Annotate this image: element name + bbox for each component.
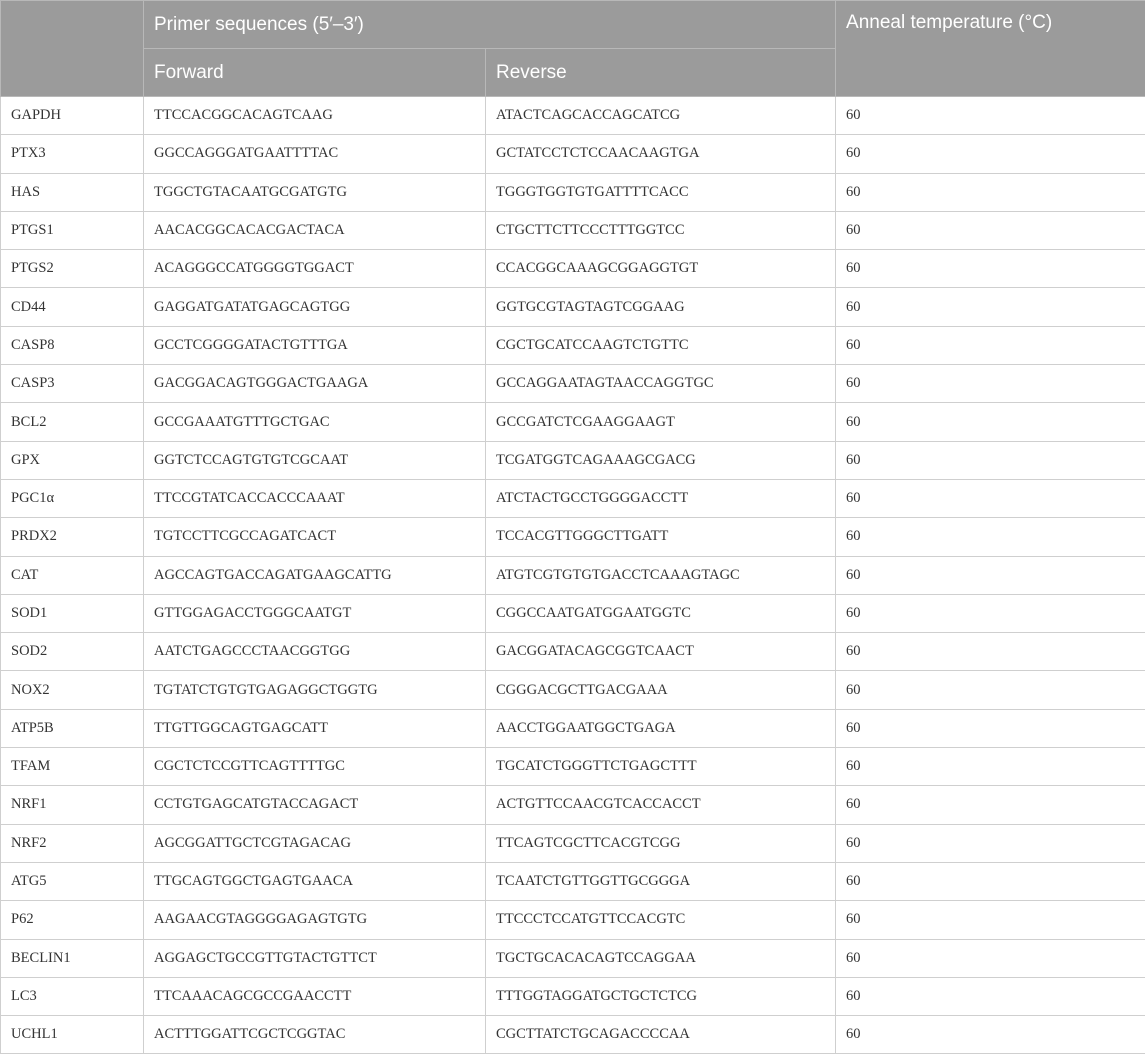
anneal-temperature-cell: 60 bbox=[836, 250, 1145, 288]
forward-primer-cell: AGGAGCTGCCGTTGTACTGTTCT bbox=[144, 939, 486, 977]
table-row bbox=[1, 441, 1145, 479]
forward-primer-cell: GGCCAGGGATGAATTTTAC bbox=[144, 135, 486, 173]
reverse-primer-cell: TGCATCTGGGTTCTGAGCTTT bbox=[486, 748, 836, 786]
anneal-temperature-cell: 60 bbox=[836, 441, 1145, 479]
table-row bbox=[1, 939, 1145, 977]
anneal-temperature-cell: 60 bbox=[836, 901, 1145, 939]
gene-name-cell: GAPDH bbox=[1, 97, 144, 135]
reverse-primer-cell: CGCTTATCTGCAGACCCCAA bbox=[486, 1016, 836, 1054]
forward-primer-cell: ACTTTGGATTCGCTCGGTAC bbox=[144, 1016, 486, 1054]
anneal-temperature-cell: 60 bbox=[836, 786, 1145, 824]
forward-primer-cell: TTGTTGGCAGTGAGCATT bbox=[144, 709, 486, 747]
reverse-primer-cell: GGTGCGTAGTAGTCGGAAG bbox=[486, 288, 836, 326]
anneal-temperature-cell: 60 bbox=[836, 288, 1145, 326]
table-row bbox=[1, 862, 1145, 900]
gene-name-cell: LC3 bbox=[1, 977, 144, 1015]
forward-primer-cell: GTTGGAGACCTGGGCAATGT bbox=[144, 594, 486, 632]
table-body bbox=[1, 97, 1145, 1054]
reverse-primer-cell: GACGGATACAGCGGTCAACT bbox=[486, 633, 836, 671]
gene-name-cell: SOD2 bbox=[1, 633, 144, 671]
gene-name-cell: CASP3 bbox=[1, 365, 144, 403]
table-row bbox=[1, 748, 1145, 786]
reverse-primer-cell: GCCGATCTCGAAGGAAGT bbox=[486, 403, 836, 441]
reverse-primer-cell: ACTGTTCCAACGTCACCACCT bbox=[486, 786, 836, 824]
anneal-temperature-cell: 60 bbox=[836, 824, 1145, 862]
table-row bbox=[1, 97, 1145, 135]
forward-primer-cell: AGCGGATTGCTCGTAGACAG bbox=[144, 824, 486, 862]
reverse-header: Reverse bbox=[486, 49, 836, 97]
gene-name-cell: NOX2 bbox=[1, 671, 144, 709]
forward-primer-cell: TTCAAACAGCGCCGAACCTT bbox=[144, 977, 486, 1015]
table-row bbox=[1, 479, 1145, 517]
reverse-primer-cell: ATACTCAGCACCAGCATCG bbox=[486, 97, 836, 135]
anneal-temperature-cell: 60 bbox=[836, 939, 1145, 977]
table-header bbox=[1, 1, 1145, 97]
forward-primer-cell: GACGGACAGTGGGACTGAAGA bbox=[144, 365, 486, 403]
reverse-primer-cell: GCTATCCTCTCCAACAAGTGA bbox=[486, 135, 836, 173]
anneal-temperature-cell: 60 bbox=[836, 211, 1145, 249]
gene-name-cell: UCHL1 bbox=[1, 1016, 144, 1054]
anneal-temperature-cell: 60 bbox=[836, 709, 1145, 747]
anneal-temperature-cell: 60 bbox=[836, 365, 1145, 403]
primer-sequences-header: Primer sequences (5′–3′) bbox=[144, 1, 836, 49]
reverse-primer-cell: ATCTACTGCCTGGGGACCTT bbox=[486, 479, 836, 517]
anneal-temperature-cell: 60 bbox=[836, 671, 1145, 709]
gene-name-cell: TFAM bbox=[1, 748, 144, 786]
reverse-primer-cell: TGCTGCACACAGTCCAGGAA bbox=[486, 939, 836, 977]
table-row bbox=[1, 556, 1145, 594]
anneal-temperature-cell: 60 bbox=[836, 862, 1145, 900]
table-row bbox=[1, 365, 1145, 403]
table-row bbox=[1, 288, 1145, 326]
table-row bbox=[1, 633, 1145, 671]
reverse-primer-cell: GCCAGGAATAGTAACCAGGTGC bbox=[486, 365, 836, 403]
forward-primer-cell: GCCTCGGGGATACTGTTTGA bbox=[144, 326, 486, 364]
forward-primer-cell: AATCTGAGCCCTAACGGTGG bbox=[144, 633, 486, 671]
reverse-primer-cell: CGGCCAATGATGGAATGGTC bbox=[486, 594, 836, 632]
gene-name-cell: NRF1 bbox=[1, 786, 144, 824]
forward-primer-cell: GAGGATGATATGAGCAGTGG bbox=[144, 288, 486, 326]
reverse-primer-cell: CGCTGCATCCAAGTCTGTTC bbox=[486, 326, 836, 364]
anneal-temperature-cell: 60 bbox=[836, 135, 1145, 173]
forward-primer-cell: CGCTCTCCGTTCAGTTTTGC bbox=[144, 748, 486, 786]
forward-primer-cell: TTCCACGGCACAGTCAAG bbox=[144, 97, 486, 135]
gene-name-cell: GPX bbox=[1, 441, 144, 479]
gene-name-cell: NRF2 bbox=[1, 824, 144, 862]
gene-name-cell: CASP8 bbox=[1, 326, 144, 364]
reverse-primer-cell: TTCCCTCCATGTTCCACGTC bbox=[486, 901, 836, 939]
reverse-primer-cell: CCACGGCAAAGCGGAGGTGT bbox=[486, 250, 836, 288]
anneal-temperature-cell: 60 bbox=[836, 633, 1145, 671]
anneal-temperature-header: Anneal temperature (°C) bbox=[836, 1, 1145, 97]
forward-header: Forward bbox=[144, 49, 486, 97]
table-row bbox=[1, 250, 1145, 288]
anneal-temperature-cell: 60 bbox=[836, 479, 1145, 517]
gene-name-cell: BCL2 bbox=[1, 403, 144, 441]
forward-primer-cell: AGCCAGTGACCAGATGAAGCATTG bbox=[144, 556, 486, 594]
reverse-primer-cell: TTCAGTCGCTTCACGTCGG bbox=[486, 824, 836, 862]
anneal-temperature-cell: 60 bbox=[836, 326, 1145, 364]
forward-primer-cell: GCCGAAATGTTTGCTGAC bbox=[144, 403, 486, 441]
reverse-primer-cell: AACCTGGAATGGCTGAGA bbox=[486, 709, 836, 747]
gene-name-cell: PRDX2 bbox=[1, 518, 144, 556]
gene-name-cell: PTGS2 bbox=[1, 250, 144, 288]
table-row bbox=[1, 977, 1145, 1015]
table-row bbox=[1, 671, 1145, 709]
anneal-temperature-cell: 60 bbox=[836, 748, 1145, 786]
forward-primer-cell: TTCCGTATCACCACCCAAAT bbox=[144, 479, 486, 517]
forward-primer-cell: TGTCCTTCGCCAGATCACT bbox=[144, 518, 486, 556]
gene-name-cell: CD44 bbox=[1, 288, 144, 326]
gene-name-cell: ATP5B bbox=[1, 709, 144, 747]
forward-primer-cell: TGTATCTGTGTGAGAGGCTGGTG bbox=[144, 671, 486, 709]
anneal-temperature-cell: 60 bbox=[836, 518, 1145, 556]
anneal-temperature-cell: 60 bbox=[836, 977, 1145, 1015]
forward-primer-cell: TTGCAGTGGCTGAGTGAACA bbox=[144, 862, 486, 900]
gene-name-cell: CAT bbox=[1, 556, 144, 594]
reverse-primer-cell: TTTGGTAGGATGCTGCTCTCG bbox=[486, 977, 836, 1015]
table-row bbox=[1, 211, 1145, 249]
reverse-primer-cell: CGGGACGCTTGACGAAA bbox=[486, 671, 836, 709]
table-row bbox=[1, 709, 1145, 747]
gene-name-cell: ATG5 bbox=[1, 862, 144, 900]
forward-primer-cell: CCTGTGAGCATGTACCAGACT bbox=[144, 786, 486, 824]
table-row bbox=[1, 518, 1145, 556]
anneal-temperature-cell: 60 bbox=[836, 1016, 1145, 1054]
reverse-primer-cell: TGGGTGGTGTGATTTTCACC bbox=[486, 173, 836, 211]
anneal-temperature-cell: 60 bbox=[836, 173, 1145, 211]
anneal-temperature-cell: 60 bbox=[836, 556, 1145, 594]
table-row bbox=[1, 326, 1145, 364]
gene-name-cell: HAS bbox=[1, 173, 144, 211]
gene-header-cell bbox=[1, 1, 144, 97]
table-row bbox=[1, 901, 1145, 939]
forward-primer-cell: AAGAACGTAGGGGAGAGTGTG bbox=[144, 901, 486, 939]
table-row bbox=[1, 824, 1145, 862]
gene-name-cell: BECLIN1 bbox=[1, 939, 144, 977]
gene-name-cell: SOD1 bbox=[1, 594, 144, 632]
table-row bbox=[1, 173, 1145, 211]
reverse-primer-cell: TCCACGTTGGGCTTGATT bbox=[486, 518, 836, 556]
anneal-temperature-cell: 60 bbox=[836, 403, 1145, 441]
gene-name-cell: PGC1α bbox=[1, 479, 144, 517]
table-row bbox=[1, 786, 1145, 824]
forward-primer-cell: ACAGGGCCATGGGGTGGACT bbox=[144, 250, 486, 288]
anneal-temperature-cell: 60 bbox=[836, 97, 1145, 135]
table-row bbox=[1, 135, 1145, 173]
anneal-temperature-cell: 60 bbox=[836, 594, 1145, 632]
gene-name-cell: PTX3 bbox=[1, 135, 144, 173]
forward-primer-cell: AACACGGCACACGACTACA bbox=[144, 211, 486, 249]
reverse-primer-cell: TCAATCTGTTGGTTGCGGGA bbox=[486, 862, 836, 900]
forward-primer-cell: TGGCTGTACAATGCGATGTG bbox=[144, 173, 486, 211]
reverse-primer-cell: ATGTCGTGTGTGACCTCAAAGTAGC bbox=[486, 556, 836, 594]
forward-primer-cell: GGTCTCCAGTGTGTCGCAAT bbox=[144, 441, 486, 479]
table-row bbox=[1, 594, 1145, 632]
table-row bbox=[1, 403, 1145, 441]
table-row bbox=[1, 1016, 1145, 1054]
header-row-top bbox=[1, 1, 1145, 49]
reverse-primer-cell: TCGATGGTCAGAAAGCGACG bbox=[486, 441, 836, 479]
reverse-primer-cell: CTGCTTCTTCCCTTTGGTCC bbox=[486, 211, 836, 249]
gene-name-cell: PTGS1 bbox=[1, 211, 144, 249]
gene-name-cell: P62 bbox=[1, 901, 144, 939]
